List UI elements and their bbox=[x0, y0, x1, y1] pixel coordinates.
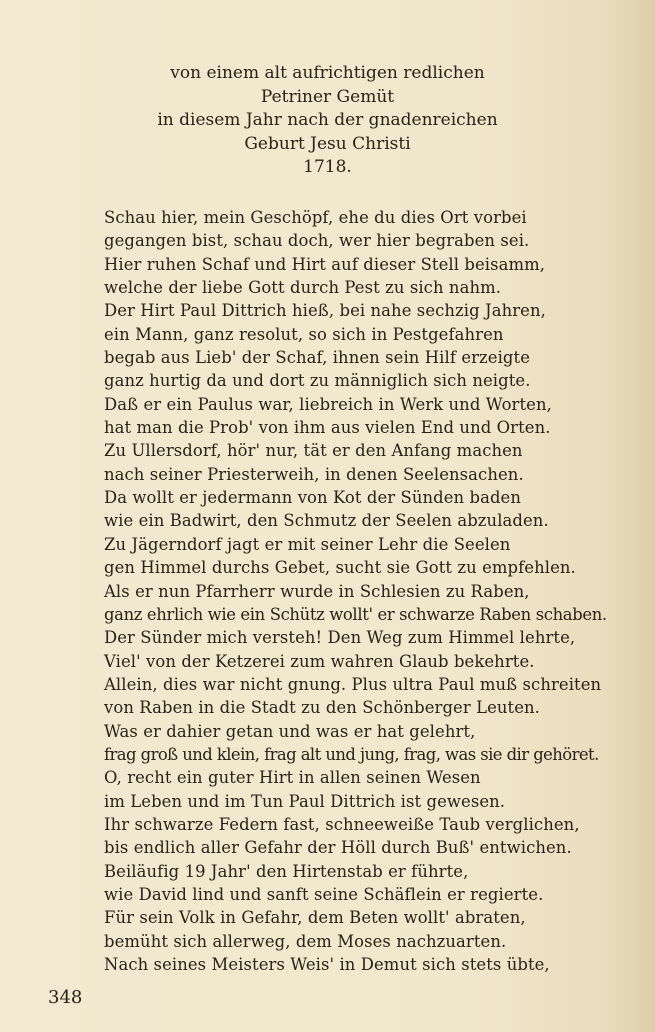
poem-line: O, recht ein guter Hirt in allen seinen Wesen bbox=[104, 768, 481, 788]
heading-year: 1718. bbox=[303, 157, 352, 177]
poem-line: Was er dahier getan und was er hat gelehrt, bbox=[104, 721, 476, 741]
poem-line: von Raben in die Stadt zu den Schönberger Leuten. bbox=[104, 698, 540, 718]
heading-line: Petriner Gemüt bbox=[260, 86, 395, 107]
poem-line: Beiläufig 19 Jahr' den Hirtenstab er führte, bbox=[104, 861, 469, 881]
poem-line: Da wollt er jedermann von Kot der Sünden baden bbox=[104, 488, 522, 508]
poem-line: bis endlich aller Gefahr der Höll durch Buß' entwichen. bbox=[104, 838, 572, 858]
epitaph-heading bbox=[0, 62, 655, 180]
poem-line: gegangen bist, schau doch, wer hier begraben sei. bbox=[104, 231, 530, 251]
poem-line: welche der liebe Gott durch Pest zu sich nahm. bbox=[104, 278, 502, 298]
poem-line: Nach seines Meisters Weis' in Demut sich stets übte, bbox=[104, 955, 550, 974]
poem-line: ein Mann, ganz resolut, so sich in Pestgefahren bbox=[104, 324, 504, 344]
poem-line: Für sein Volk in Gefahr, dem Beten wollt' abraten, bbox=[104, 908, 526, 928]
page-number: 348 bbox=[48, 987, 83, 1008]
poem-line: wie David lind und sanft seine Schäflein er regierte. bbox=[104, 884, 544, 904]
poem-line: Der Sünder mich versteh! Den Weg zum Himmel lehrte, bbox=[104, 628, 576, 648]
poem-line: Viel' von der Ketzerei zum wahren Glaub bekehrte. bbox=[104, 651, 535, 671]
poem-line: gen Himmel durchs Gebet, sucht sie Gott zu empfehlen. bbox=[104, 558, 576, 578]
poem-line: Ihr schwarze Federn fast, schneeweiße Taub verglichen, bbox=[104, 814, 580, 834]
poem-text bbox=[104, 206, 624, 976]
poem-line: Zu Jägerndorf jagt er mit seiner Lehr die Seelen bbox=[104, 534, 511, 554]
poem-line: Der Hirt Paul Dittrich hieß, bei nahe sechzig Jahren, bbox=[104, 301, 546, 321]
poem-line: ganz ehrlich wie ein Schütz wollt' er schwarze Raben schaben. bbox=[104, 604, 607, 624]
heading-line: in diesem Jahr nach der gnadenreichen bbox=[157, 110, 498, 130]
poem-line: Daß er ein Paulus war, liebreich in Werk und Worten, bbox=[104, 394, 552, 414]
poem-line: nach seiner Priesterweih, in denen Seelensachen. bbox=[104, 464, 524, 484]
poem-line: frag groß und klein, frag alt und jung, frag, was sie dir gehöret. bbox=[104, 744, 599, 764]
heading-line: von einem alt aufrichtigen redlichen bbox=[170, 63, 485, 83]
poem-line: Als er nun Pfarrherr wurde in Schlesien zu Raben, bbox=[104, 581, 530, 601]
poem-line: hat man die Prob' von ihm aus vielen End und Orten. bbox=[104, 418, 551, 438]
poem-line: begab aus Lieb' der Schaf, ihnen sein Hilf erzeigte bbox=[104, 348, 531, 368]
poem-line: wie ein Badwirt, den Schmutz der Seelen abzuladen. bbox=[104, 511, 549, 531]
poem-line: Zu Ullersdorf, hör' nur, tät er den Anfang machen bbox=[104, 441, 523, 461]
poem-line: Schau hier, mein Geschöpf, ehe du dies Ort vorbei bbox=[104, 208, 527, 227]
poem-line: ganz hurtig da und dort zu männiglich sich neigte. bbox=[104, 371, 531, 391]
poem-line: Allein, dies war nicht gnung. Plus ultra Paul muß schreiten bbox=[104, 674, 602, 694]
poem-line: bemüht sich allerweg, dem Moses nachzuarten. bbox=[104, 931, 507, 951]
poem-line: Hier ruhen Schaf und Hirt auf dieser Stell beisamm, bbox=[104, 254, 546, 274]
heading-line: Geburt Jesu Christi bbox=[244, 133, 411, 154]
poem-line: im Leben und im Tun Paul Dittrich ist gewesen. bbox=[104, 791, 506, 811]
